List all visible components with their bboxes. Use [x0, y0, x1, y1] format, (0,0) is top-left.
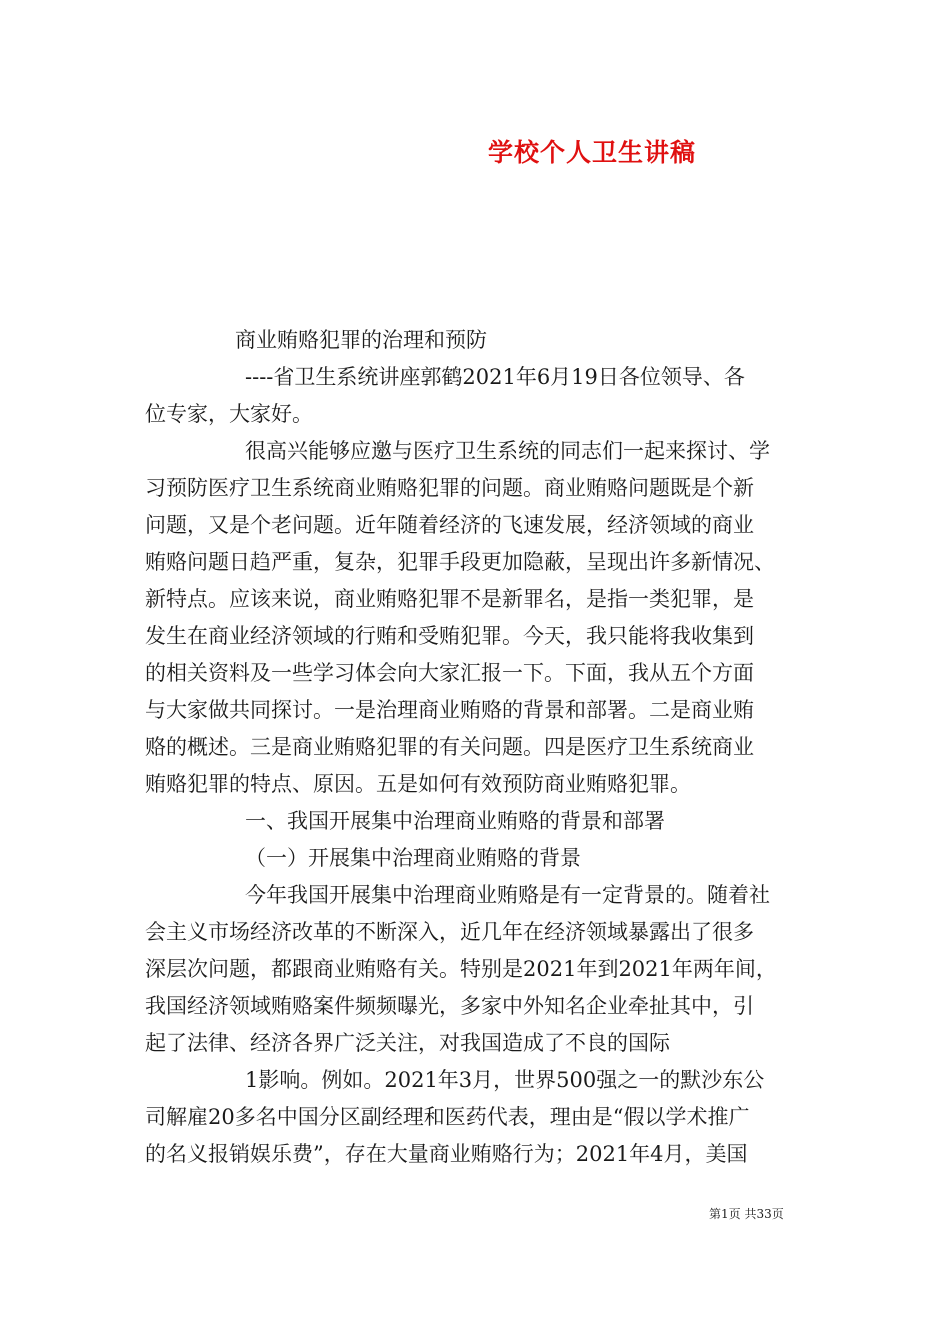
text-line: 商业贿赂犯罪的治理和预防: [235, 328, 487, 352]
text-line: 我国经济领域贿赂案件频频曝光，多家中外知名企业牵扯其中，引: [145, 994, 754, 1018]
text-line: 会主义市场经济改革的不断深入，近几年在经济领域暴露出了很多: [145, 920, 754, 944]
text-line: 很高兴能够应邀与医疗卫生系统的同志们一起来探讨、学: [245, 439, 770, 463]
text-line: 位专家，大家好。: [145, 402, 313, 426]
text-line: 起了法律、经济各界广泛关注，对我国造成了不良的国际: [145, 1031, 670, 1055]
text-line: 贿赂犯罪的特点、原因。五是如何有效预防商业贿赂犯罪。: [145, 772, 691, 796]
text-line: 的相关资料及一些学习体会向大家汇报一下。下面，我从五个方面: [145, 661, 754, 685]
text-line: 深层次问题，都跟商业贿赂有关。特别是2021年到2021年两年间，: [145, 957, 777, 981]
text-line: 司解雇20多名中国分区副经理和医药代表，理由是“假以学术推广: [145, 1105, 750, 1129]
text-line: ----省卫生系统讲座郭鹤2021年6月19日各位领导、各: [245, 365, 745, 389]
text-line: 习预防医疗卫生系统商业贿赂犯罪的问题。商业贿赂问题既是个新: [145, 476, 754, 500]
text-line: 与大家做共同探讨。一是治理商业贿赂的背景和部署。二是商业贿: [145, 698, 754, 722]
page-title: 学校个人卫生讲稿: [488, 138, 697, 167]
subsection-heading: （一）开展集中治理商业贿赂的背景: [245, 846, 581, 870]
text-line: 1影响。例如。2021年3月，世界500强之一的默沙东公: [245, 1068, 765, 1092]
text-line: 的名义报销娱乐费”，存在大量商业贿赂行为；2021年4月，美国: [145, 1142, 748, 1166]
text-line: 问题，又是个老问题。近年随着经济的飞速发展，经济领域的商业: [145, 513, 754, 537]
section-heading: 一、我国开展集中治理商业贿赂的背景和部署: [245, 809, 665, 833]
text-line: 新特点。应该来说，商业贿赂犯罪不是新罪名，是指一类犯罪，是: [145, 587, 754, 611]
page-number-footer: 第1页 共33页: [709, 1207, 784, 1221]
text-line: 贿赂问题日趋严重，复杂，犯罪手段更加隐蔽，呈现出许多新情况、: [145, 550, 775, 574]
text-line: 今年我国开展集中治理商业贿赂是有一定背景的。随着社: [245, 883, 770, 907]
text-line: 发生在商业经济领域的行贿和受贿犯罪。今天，我只能将我收集到: [145, 624, 754, 648]
text-line: 赂的概述。三是商业贿赂犯罪的有关问题。四是医疗卫生系统商业: [145, 735, 754, 759]
